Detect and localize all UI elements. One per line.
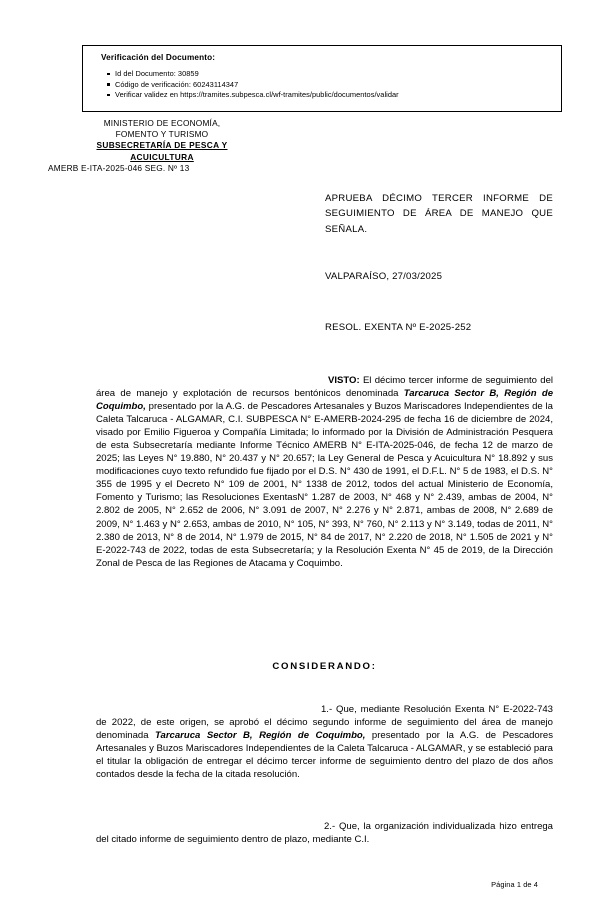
considerando-item-2 bbox=[96, 820, 553, 846]
considerando-1-text-b: presentado por la A.G. de Pescadores Artesanales y Buzos Mariscadores Independientes de la Caleta Talcaruca - ALGAMAR, y se estableció para el titular la obligación de entregar el décimo tercer informe de seguimiento dentro del plazo de dos años contados desde la fecha de la citada resolución. bbox=[96, 730, 553, 781]
visto-section bbox=[96, 374, 553, 570]
verification-box bbox=[82, 45, 562, 112]
considerando-item-1 bbox=[96, 703, 553, 781]
visto-label: VISTO: bbox=[328, 375, 360, 386]
considerando-heading: CONSIDERANDO: bbox=[272, 661, 377, 672]
area-name-visto: Tarcaruca Sector B, Región de Coquimbo, bbox=[96, 388, 554, 413]
verification-list bbox=[83, 69, 561, 99]
visto-text-a: El décimo tercer informe de seguimiento del área de manejo y explotación de recursos bentónicos denominada bbox=[96, 375, 553, 400]
list-item: Id del Documento: 30859 bbox=[107, 69, 561, 78]
ministry-line-2: FOMENTO Y TURISMO bbox=[115, 129, 209, 140]
visto-text-b: presentado por la A.G. de Pescadores Artesanales y Buzos Mariscadores Independientes de la Caleta Talcaruca - ALGAMAR, C.I. SUBPESCA N° E-AMERB-2024-295 de fecha 16 de diciembre de 2024, visado por Emilio Figueroa y Compañía Limitada; lo informado por la División de Administración Pesquera de esta Subsecretaría mediante Informe Técnico AMERB N° E-ITA-2025-046, de fecha 12 de marzo de 2025; las Leyes N° 19.880, N° 20.437 y N° 20.657; la Ley General de Pesca y Acuicultura N° 18.892 y sus modificaciones cuyo texto refundido fue fijado por el D.S. N° 430 de 1991, el D.F.L. N° 5 de 1983, el D.S. N° 355 de 1995 y el Decreto N° 109 de 2001, N° 1338 de 2012, todos del actual Ministerio de Economía, Fomento y Turismo; las Resoluciones ExentasN° 1.287 de 2003, N° 468 y N° 2.439, ambas de 2004, N° 2.802 de 2005, N° 2.652 de 2006, N° 3.091 de 2007, N° 2.276 y N° 2.871, ambas de 2008, N° 2.689 de 2009, N° 1.463 y N° 2.653, ambas de 2010, N° 105, N° 393, N° 760, N° 2.113 y N° 3.149, todas de 2011, N° 2.380 de 2013, N° 8 de 2014, N° 1.979 de 2015, N° 84 de 2017, N° 2.220 de 2018, N° 1.505 de 2021 y N° E-2022-743 de 2022, todas de esta Subsecretaría; y la Resolución Exenta N° 45 de 2019, de la Dirección Zonal de Pesca de las Regiones de Atacama y Coquimbo. bbox=[96, 401, 553, 569]
list-item: Verificar validez en https://tramites.subpesca.cl/wf-tramites/public/documentos/validar bbox=[107, 90, 561, 99]
amerb-reference: AMERB E-ITA-2025-046 SEG. Nº 13 bbox=[48, 163, 190, 174]
ministry-line-4: ACUICULTURA bbox=[130, 151, 194, 162]
page-footer: Página 1 de 4 bbox=[491, 880, 538, 889]
considerando-2-text: 2.- Que, la organización individualizada hizo entrega del citado informe de seguimiento dentro de plazo, mediante C.I. bbox=[96, 821, 553, 846]
resolution-number: RESOL. EXENTA Nº E-2025-252 bbox=[325, 322, 472, 333]
area-name-considerando: Tarcaruca Sector B, Región de Coquimbo, bbox=[155, 730, 366, 742]
ministry-line-3: SUBSECRETARÍA DE PESCA Y bbox=[96, 140, 228, 151]
verification-title: Verificación del Documento: bbox=[101, 53, 216, 62]
place-and-date: VALPARAÍSO, 27/03/2025 bbox=[325, 271, 443, 282]
document-subject-title: APRUEBA DÉCIMO TERCER INFORME DE SEGUIMIENTO DE ÁREA DE MANEJO QUE SEÑALA. bbox=[325, 193, 553, 235]
considerando-1-text-a: 1.- Que, mediante Resolución Exenta N° E-2022-743 de 2022, de este origen, se aprobó el décimo segundo informe de seguimiento del área de manejo denominada bbox=[96, 704, 553, 742]
ministry-header bbox=[48, 118, 276, 175]
ministry-line-1: MINISTERIO DE ECONOMÍA, bbox=[103, 118, 221, 128]
visto-paragraph bbox=[96, 374, 553, 570]
list-item: Código de verificación: 60243114347 bbox=[107, 80, 561, 89]
